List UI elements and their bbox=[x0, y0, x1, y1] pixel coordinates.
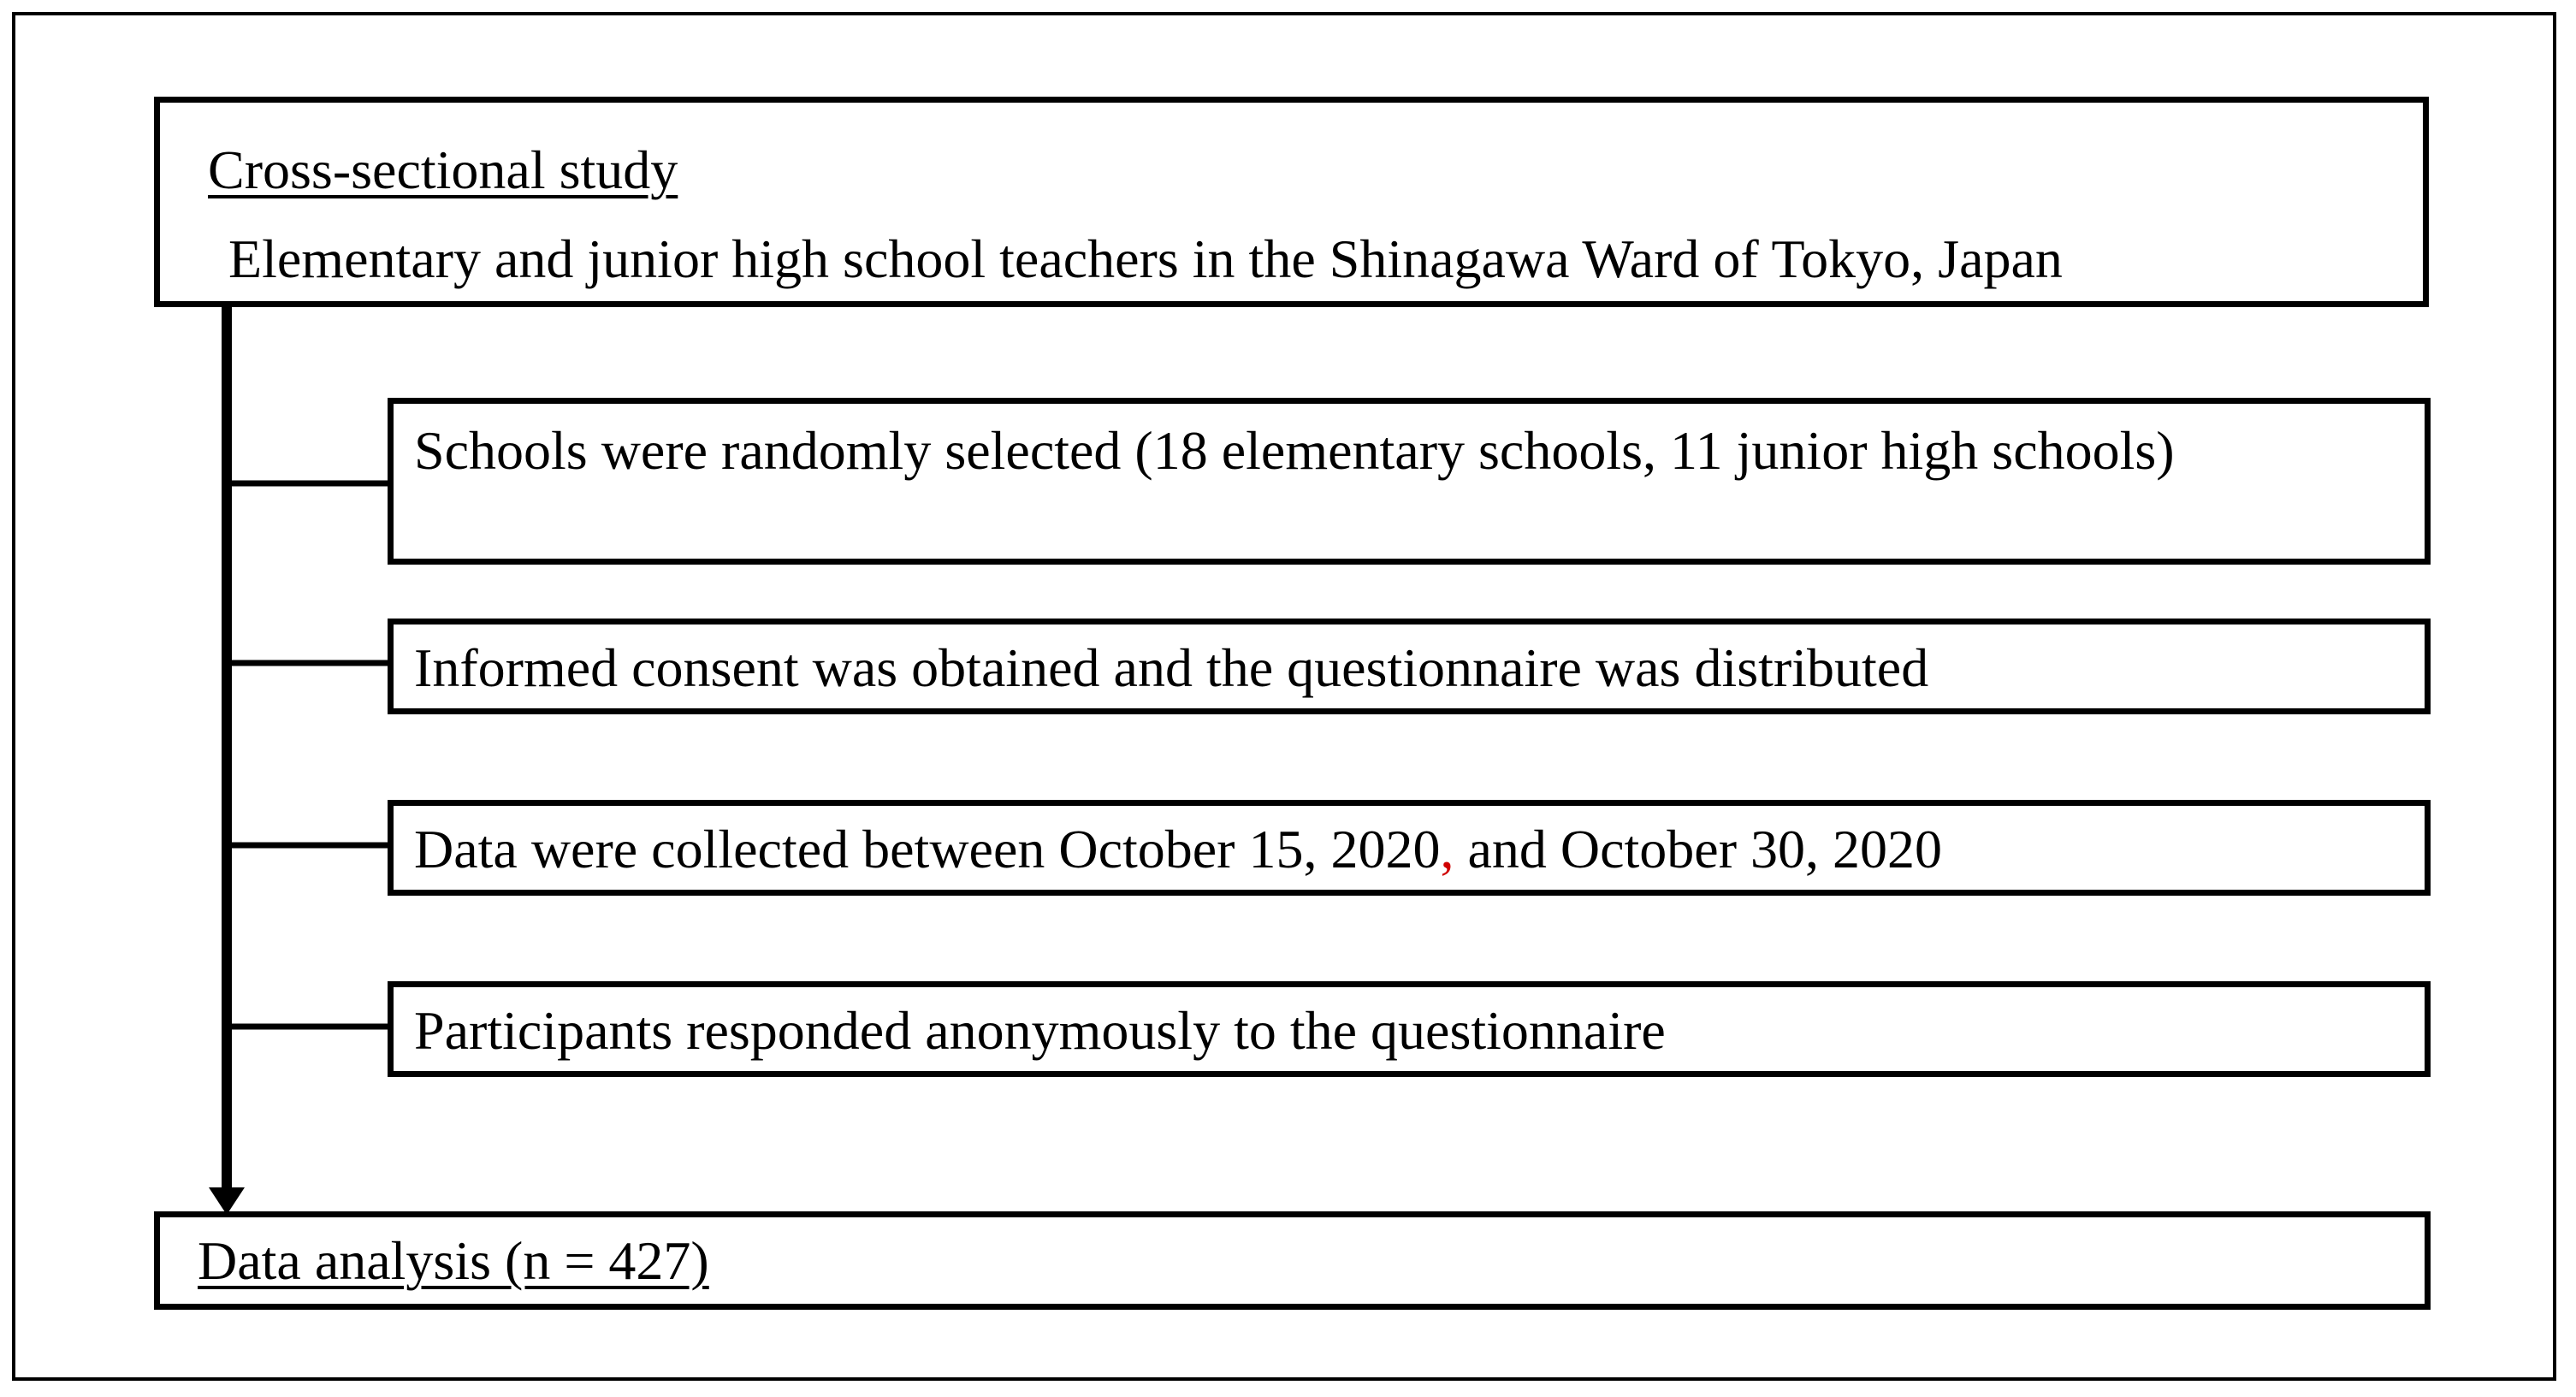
analysis-box bbox=[154, 1211, 2431, 1310]
study-heading: Cross-sectional study bbox=[208, 139, 678, 200]
collection-text-start: Data were collected between October 15, 2020 bbox=[414, 819, 1441, 879]
step-text-response: Participants responded anonymously to the questionnaire bbox=[414, 1000, 1666, 1061]
step-text-collection bbox=[414, 814, 1942, 885]
study-population: Elementary and junior high school teachers in the Shinagawa Ward of Tokyo, Japan bbox=[228, 228, 2063, 289]
step-box-consent bbox=[388, 619, 2431, 714]
step-text-consent: Informed consent was obtained and the questionnaire was distributed bbox=[414, 637, 1929, 698]
highlighted-comma: , bbox=[1440, 819, 1454, 879]
collection-text-end: and October 30, 2020 bbox=[1454, 819, 1942, 879]
step-box-response bbox=[388, 981, 2431, 1077]
analysis-label: Data analysis (n = 427) bbox=[198, 1230, 709, 1291]
study-box bbox=[154, 97, 2429, 307]
step-box-collection bbox=[388, 800, 2431, 896]
step-text-schools: Schools were randomly selected (18 elementary schools, 11 junior high schools) bbox=[414, 420, 2175, 481]
step-box-schools bbox=[388, 398, 2431, 565]
